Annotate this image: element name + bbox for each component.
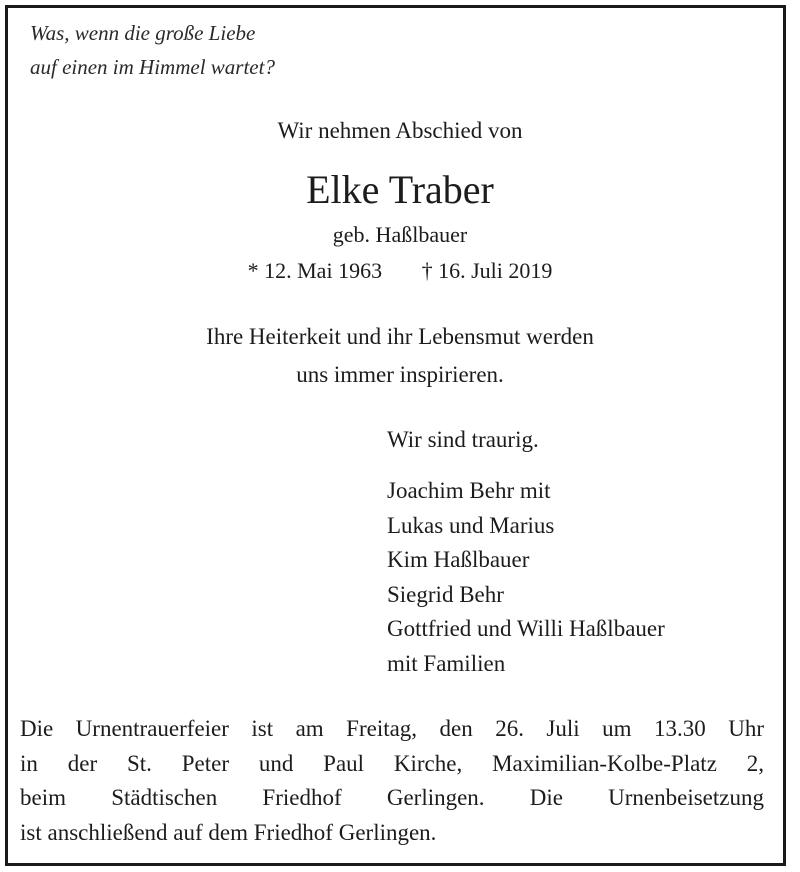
- motto-line-2: auf einen im Himmel wartet?: [30, 55, 275, 79]
- service-info: [20, 712, 764, 850]
- life-dates: [0, 258, 800, 284]
- service-line: in der St. Peter und Paul Kirche, Maximilian-Kolbe-Platz 2,: [20, 750, 764, 776]
- quote: [0, 318, 800, 394]
- service-line: beim Städtischen Friedhof Gerlingen. Die Urnenbeisetzung: [20, 785, 764, 810]
- mourning-statement: Wir sind traurig.: [387, 427, 539, 452]
- mourner-name: Gottfried und Willi Haßlbauer: [387, 616, 665, 642]
- mourners-block: [387, 422, 665, 682]
- mourner-name: mit Familien: [387, 650, 506, 676]
- mourner-name: Lukas und Marius: [387, 512, 555, 538]
- death-date: † 16. Juli 2019: [421, 258, 553, 283]
- deceased-name: Elke Traber: [306, 167, 494, 212]
- mourner-names: [387, 474, 665, 682]
- maiden-name: geb. Haßlbauer: [332, 222, 468, 247]
- motto: [30, 16, 275, 84]
- quote-line-2: uns immer inspirieren.: [296, 362, 504, 387]
- intro-text: Wir nehmen Abschied von: [277, 118, 523, 143]
- quote-line-1: Ihre Heiterkeit und ihr Lebensmut werden: [206, 324, 594, 349]
- motto-line-1: Was, wenn die große Liebe: [30, 21, 256, 45]
- mourner-name: Siegrid Behr: [387, 581, 504, 607]
- mourner-name: Kim Haßlbauer: [387, 547, 530, 573]
- service-line: ist anschließend auf dem Friedhof Gerlingen.: [20, 819, 437, 845]
- mourner-name: Joachim Behr mit: [387, 478, 551, 503]
- service-line: Die Urnentrauerfeier ist am Freitag, den 26. Juli um 13.30 Uhr: [20, 716, 764, 741]
- birth-date: * 12. Mai 1963: [247, 258, 383, 283]
